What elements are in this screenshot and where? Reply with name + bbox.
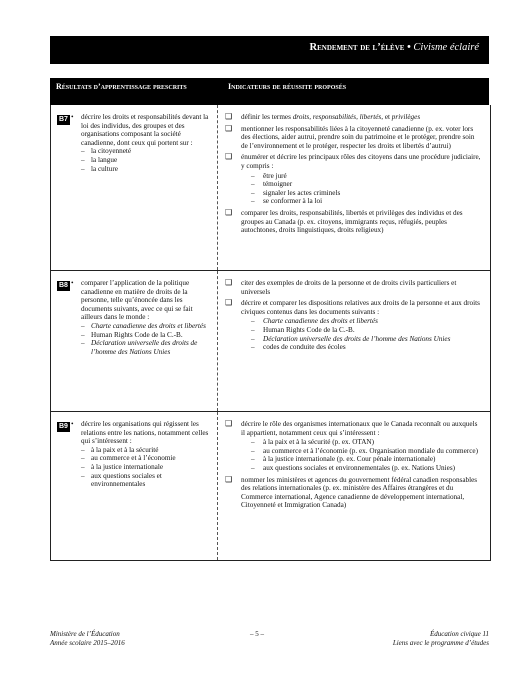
list-item: – Charte canadienne des droits et libertés xyxy=(251,317,378,326)
list-item: – témoigner xyxy=(251,180,293,189)
list-item: – à la paix et à la sécurité (p. ex. OTAN) xyxy=(251,438,374,447)
column-header-indicators: Indicateurs de réussite proposés xyxy=(228,82,347,91)
indicator-item: ❑ décrire le rôle des organismes internationaux que le Canada reconnaît ou auxquels il appartient, notamment ceux qui s’intéressent : – à la paix et à la sécurité (p. ex. OTAN) – au commerce et à l’économie (p. ex. Organisation mondiale du commerce) – à la justice internationale (p. ex. Cour pénale internationale) – aux questions sociales et environnementales (p. ex. Nations Unies) xyxy=(225,420,481,473)
list-item: – aux questions sociales et environnementales (p. ex. Nations Unies) xyxy=(251,463,456,472)
list-item: – être juré xyxy=(251,171,287,180)
list-item: – se conformer à la loi xyxy=(251,197,323,206)
list-item: – la culture xyxy=(81,164,118,173)
outcomes-table xyxy=(50,105,491,561)
header-separator: • xyxy=(404,42,414,53)
indicator-item: ❑ mentionner les responsabilités liées à la citoyenneté canadienne (p. ex. voter lors des élections, aider autrui, prendre soin du patrimoine et le protéger, prendre soin de l’environnement et le protéger, respecter les droits et libertés d’autrui) xyxy=(225,123,475,150)
outcome-statement: • comparer l’application de la politique canadienne en matière de droits de la personne, telle qu’énoncée dans les documents suivants, avec ce qui se fait ailleurs dans le monde : – Charte canadienne des droits et libertés – Human Rights Code de la C.-B. – Déclaration universelle des droits de l’homme des Nations Unies xyxy=(81,279,211,356)
checkbox-icon: ❑ xyxy=(225,123,233,133)
checkbox-icon: ❑ xyxy=(225,419,233,428)
column-header-outcomes: Résultats d’apprentissage prescrits xyxy=(56,82,187,91)
indicator-item: ❑ citer des exemples de droits de la personne et de droits civils particuliers et universels xyxy=(225,278,457,296)
list-item: – aux questions sociales et environnementales xyxy=(81,471,162,489)
table-row xyxy=(51,271,490,412)
list-item: – Déclaration universelle des droits de l’homme des Nations Unies xyxy=(251,334,451,343)
list-item: – Charte canadienne des droits et libertés xyxy=(81,321,206,330)
list-item: – à la justice internationale (p. ex. Cour pénale internationale) xyxy=(251,455,436,464)
list-item: – Human Rights Code de la C.-B. xyxy=(81,330,183,339)
outcome-code-badge: B9 xyxy=(59,423,68,430)
indicator-item: ❑ définir les termes droits, responsabilités, libertés, et privilèges xyxy=(225,112,421,121)
list-item: – la citoyenneté xyxy=(81,147,132,156)
outcome-statement: • décrire les droits et responsabilités devant la loi des individus, des groupes et des organisations composant la société canadienne, dont ceux qui portent sur : – la citoyenneté – la langue – la culture xyxy=(81,113,211,173)
header-subtitle: Civisme éclairé xyxy=(413,42,479,53)
table-row xyxy=(51,412,490,561)
footer-right: Éducation civique 11 Liens avec le programme d’études xyxy=(392,630,489,647)
list-item: – à la paix et à la sécurité xyxy=(81,445,159,454)
checkbox-icon: ❑ xyxy=(225,152,233,162)
checkbox-icon: ❑ xyxy=(225,278,233,287)
list-item: – codes de conduite des écoles xyxy=(251,343,346,352)
table-row xyxy=(51,105,490,271)
column-headers xyxy=(50,78,489,105)
footer-left: Ministère de l’Éducation Année scolaire 2015–2016 xyxy=(50,630,125,647)
outcome-statement: • décrire les organisations qui régissent les relations entre les nations, notamment celles qui s’intéressent : – à la paix et à la sécurité – au commerce et à l’économie – à la justice internationale – aux questions sociales et environnementales xyxy=(81,420,211,489)
bullet-icon: • xyxy=(71,113,74,121)
indicator-item: ❑ décrire et comparer les dispositions relatives aux droits de la personne et aux droits civiques contenus dans les documents suivants : – Charte canadienne des droits et libertés – Human Rights Code de la C.-B. – Déclaration universelle des droits de l’homme des Nations Unies – codes de conduite des écoles xyxy=(225,298,480,352)
bullet-icon: • xyxy=(71,420,74,428)
page-number: – 5 – xyxy=(250,630,264,638)
list-item: – à la justice internationale xyxy=(81,462,164,471)
list-item: – Déclaration universelle des droits de l’homme des Nations Unies xyxy=(81,339,198,356)
outcome-code-badge: B7 xyxy=(59,116,68,123)
header-title: Rendement de l’élève xyxy=(309,42,405,53)
checkbox-icon: ❑ xyxy=(225,298,233,308)
list-item: – signaler les actes criminels xyxy=(251,188,341,197)
indicator-item: ❑ nommer les ministères et agences du gouvernement fédéral canadien responsables des relations internationales (p. ex. ministère des Affaires étrangères et du Commerce international, Agence canadienne de développement international, Citoyenneté et Immigration Canada) xyxy=(225,474,478,510)
list-item: – au commerce et à l’économie xyxy=(81,454,176,463)
checkbox-icon: ❑ xyxy=(225,474,233,484)
outcome-code-badge: B8 xyxy=(59,282,68,289)
indicator-item: ❑ comparer les droits, responsabilités, libertés et privilèges des individus et des groupes au Canada (p. ex. citoyens, immigrants reçus, réfugiés, peuples autochtones, droits linguistiques, droits religieux) xyxy=(225,207,463,235)
page-header-bar xyxy=(50,36,489,64)
bullet-icon: • xyxy=(71,279,74,287)
indicator-item: ❑ énumérer et décrire les principaux rôles des citoyens dans une procédure judiciaire, y compris : – être juré – témoigner – signaler les actes criminels – se conformer à la loi xyxy=(225,152,481,206)
checkbox-icon: ❑ xyxy=(225,112,233,121)
checkbox-icon: ❑ xyxy=(225,207,233,217)
list-item: – Human Rights Code de la C.-B. xyxy=(251,325,355,334)
list-item: – au commerce et à l’économie (p. ex. Organisation mondiale du commerce) xyxy=(251,446,479,455)
list-item: – la langue xyxy=(81,155,118,164)
